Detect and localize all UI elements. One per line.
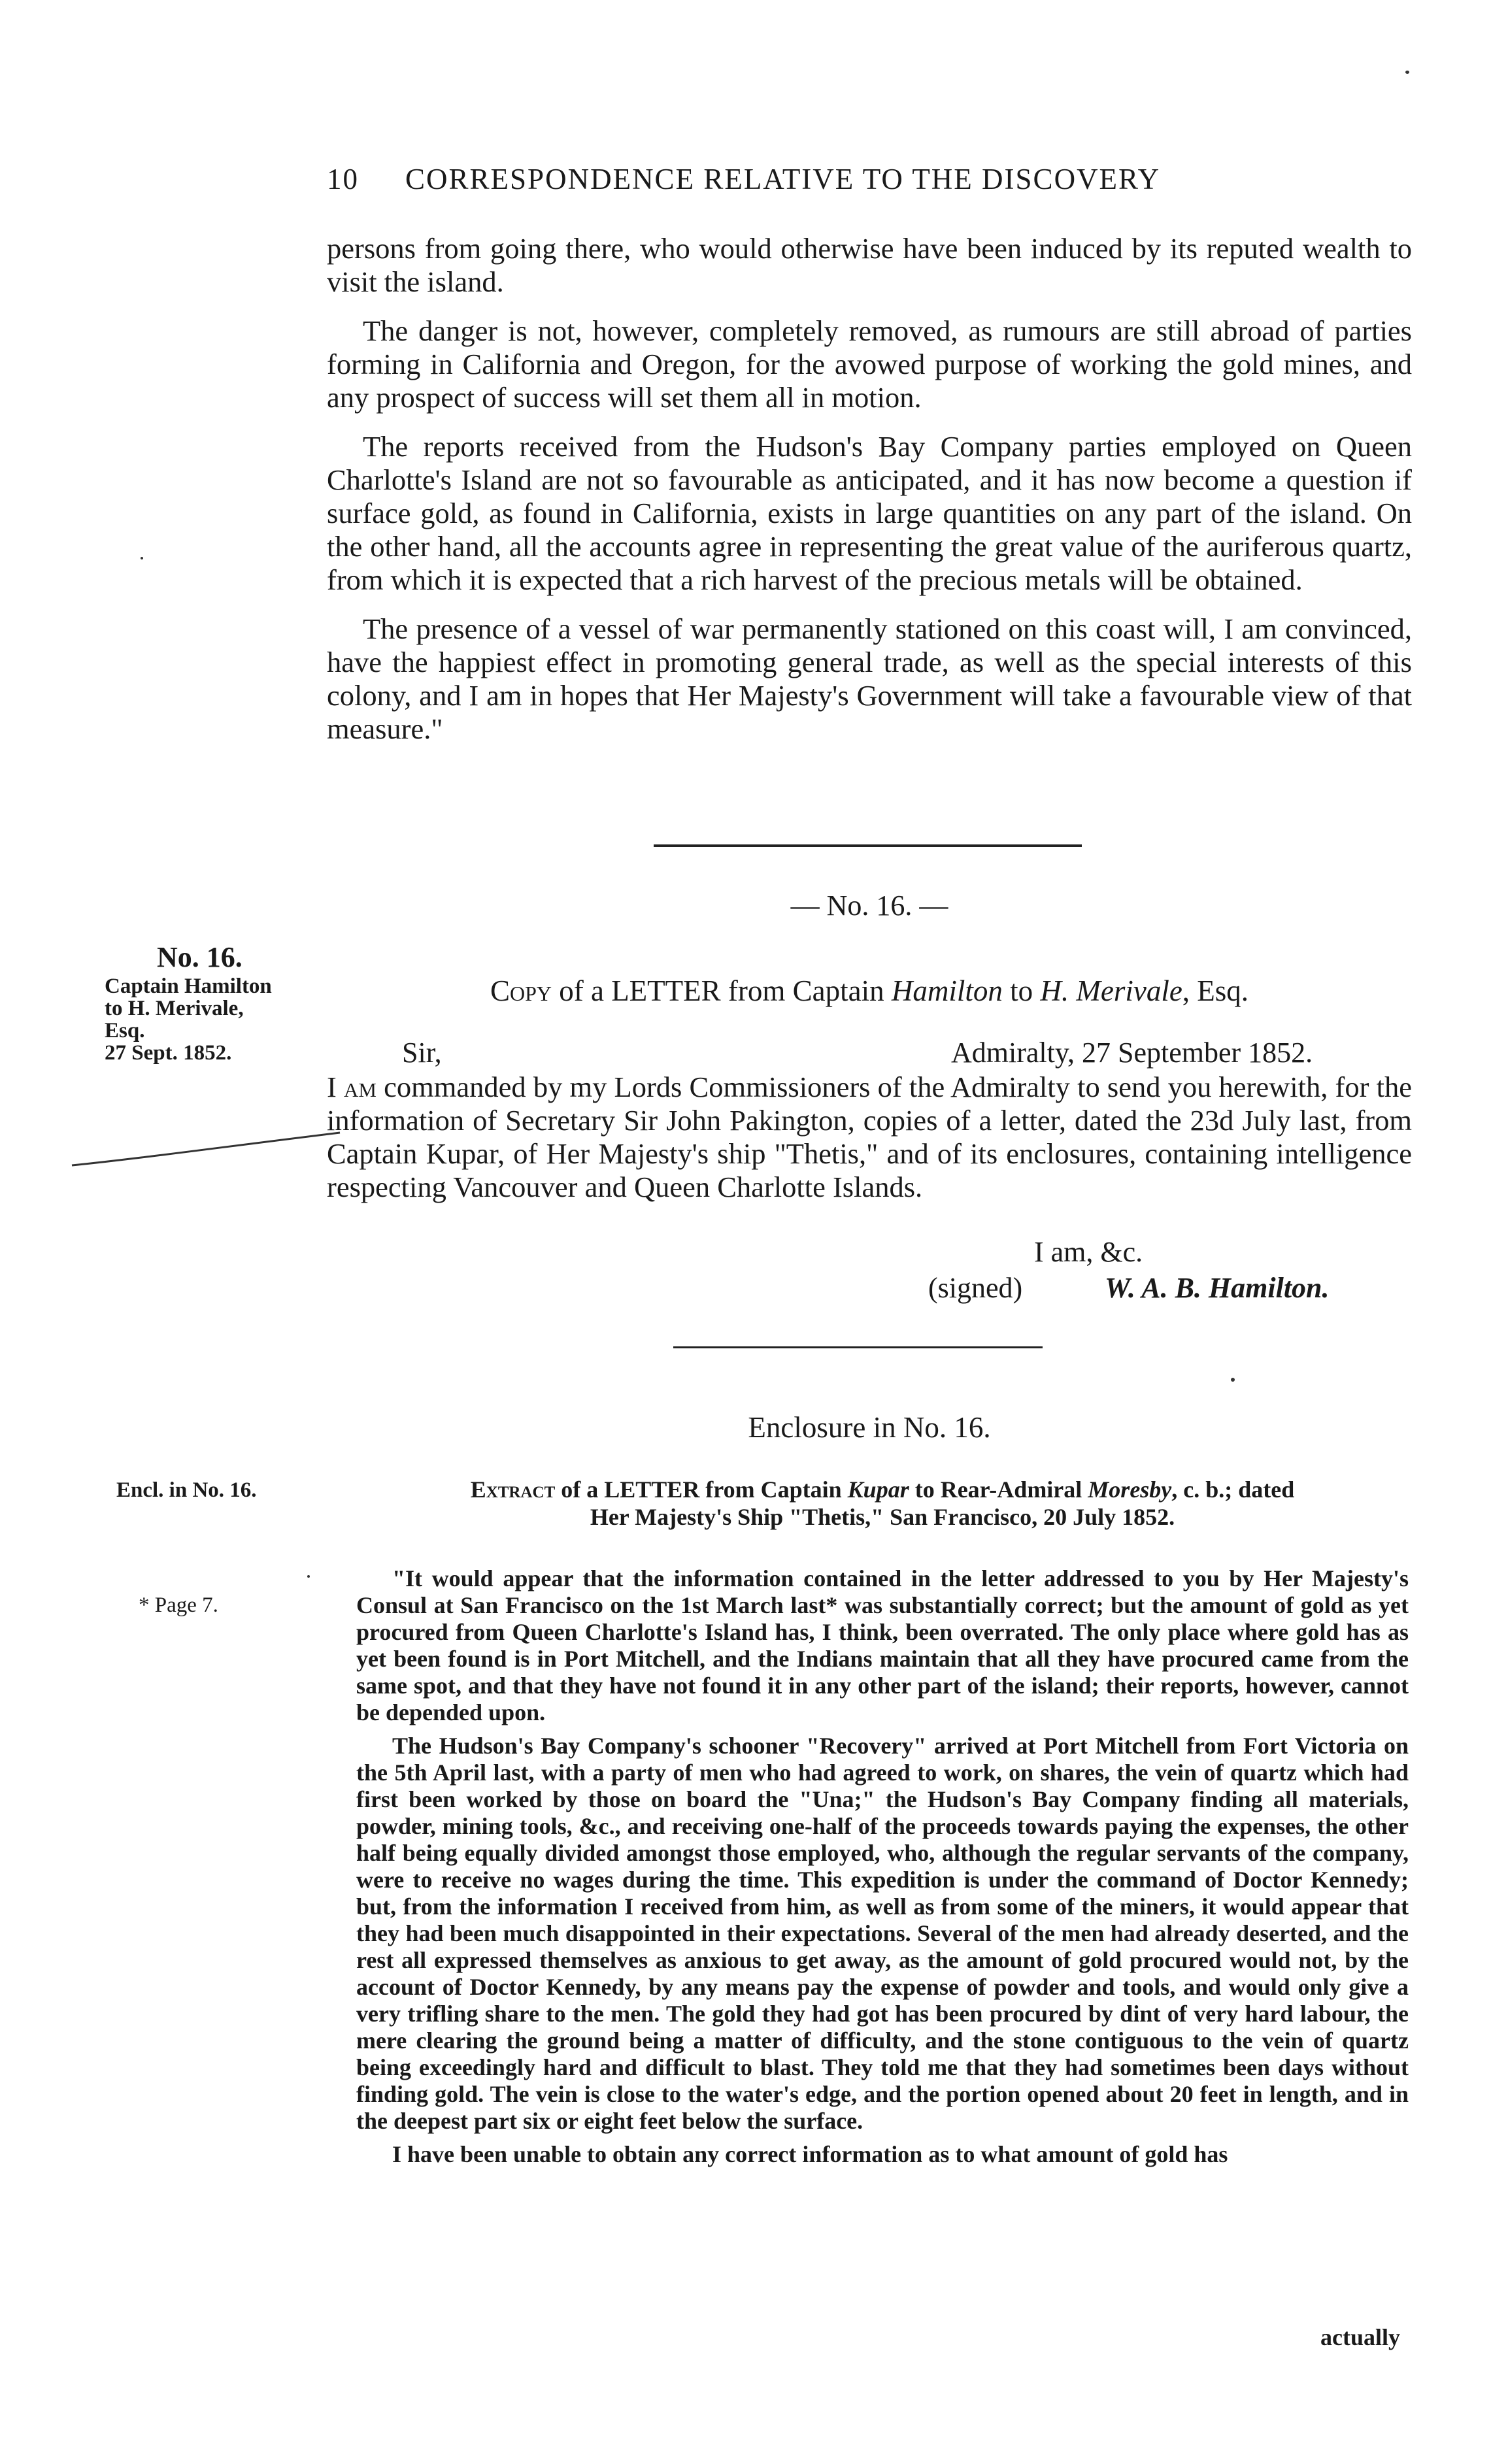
extract-title-name: Moresby xyxy=(1088,1476,1172,1503)
catchword: actually xyxy=(1320,2324,1400,2350)
letter-title-text: of a LETTER from Captain xyxy=(551,974,892,1007)
salutation: Sir, xyxy=(402,1037,442,1069)
paragraph: "It would appear that the information contained in the letter addressed to you by Her Majesty's Consul at San Francisco on the 1st March last* was substantially correct; but the amount of gold as yet procured from Queen Charlotte's Island has, I think, been overrated. The only place where gold has as yet been found is in Port Mitchell, and the Indians maintain that all they have procured came from the same spot, and that they have not found it in any other part of the island; their reports, however, cannot be depended upon. xyxy=(356,1565,1409,1725)
paragraph: The Hudson's Bay Company's schooner "Recovery" arrived at Port Mitchell from Fort Victoria on the 5th April last, with a party of men who had agreed to work, on shares, the vein of quartz which had first been worked by those on board the "Una;" the Hudson's Bay Company finding all materials, powder, mining tools, &c., and receiving one-half of the proceeds towards paying the expenses, the other half being equally divided amongst those employed, who, although the regular servants of the company, were to receive no wages during the time. This expedition is under the command of Doctor Kennedy; but, from the information I received from him, as well as from some of the miners, it would appear that they had been much disappointed in their expectations. Several of the men had already deserted, and the rest all expressed themselves as anxious to get away, as the amount of gold procured would not, by the account of Doctor Kennedy, by any means pay the expense of powder and tools, and would only give a very trifling share to the men. The gold they had got has been procured by dint of very hard labour, the mere clearing the ground being a matter of difficulty, and the stone contiguous to the vein of quartz being exceedingly hard and difficult to blast. They told me that they had sometimes been days without finding gold. The vein is close to the water's edge, and the portion opened about 20 feet in length, and in the deepest part six or eight feet below the surface. xyxy=(356,1733,1409,2134)
extract-title-line2: Her Majesty's Ship "Thetis," San Francisco, 20 July 1852. xyxy=(590,1504,1175,1530)
extract-title-text: to Rear-Admiral xyxy=(909,1476,1088,1503)
margin-note-encl: Encl. in No. 16. xyxy=(116,1478,257,1502)
margin-note-line: Captain Hamilton xyxy=(105,974,272,998)
letter-title xyxy=(327,974,1412,1008)
ink-speck xyxy=(141,557,143,559)
enclosure-heading: Enclosure in No. 16. xyxy=(748,1411,991,1444)
letter-body xyxy=(327,1071,1412,1204)
paragraph: The presence of a vessel of war permanently stationed on this coast will, I am convinced, have the happiest effect in promoting general trade, as well as the special interests of this colony, and I am in hopes that Her Majesty's Government will take a favourable view of that measure." xyxy=(327,612,1412,745)
signed-label: (signed) xyxy=(928,1272,1023,1304)
ink-speck xyxy=(1405,71,1409,74)
extract-title-text: of a LETTER from Captain xyxy=(555,1476,848,1503)
enclosure-text-block xyxy=(356,1565,1409,2168)
extract-label: Extract xyxy=(470,1476,556,1503)
letter-title-name: Hamilton xyxy=(891,974,1003,1007)
margin-note-no16 xyxy=(105,940,314,1064)
extract-title xyxy=(356,1476,1409,1531)
signature: W. A. B. Hamilton. xyxy=(1105,1272,1330,1304)
section-divider xyxy=(654,844,1082,847)
letter-opening: I am xyxy=(327,1071,377,1103)
margin-note-number: No. 16. xyxy=(157,941,243,973)
top-text-block xyxy=(327,232,1412,746)
running-title: CORRESPONDENCE RELATIVE TO THE DISCOVERY xyxy=(405,163,1161,195)
margin-note-page: * Page 7. xyxy=(139,1593,218,1617)
extract-title-line1 xyxy=(356,1476,1409,1503)
section-number: — No. 16. — xyxy=(790,890,948,922)
letter-body-text: commanded by my Lords Commissioners of the Admiralty to send you herewith, for the information of Secretary Sir John Pakington, copies of a letter, dated the 23d July last, from Captain Kupar, of Her Majesty's ship "Thetis," and of its enclosures, containing intelligence respecting Vancouver and Queen Charlotte Islands. xyxy=(327,1071,1412,1203)
extract-title-name: Kupar xyxy=(847,1476,909,1503)
margin-note-line: Esq. xyxy=(105,1019,145,1042)
paragraph: The danger is not, however, completely removed, as rumours are still abroad of parties forming in California and Oregon, for the avowed purpose of working the gold mines, and any prospect of success will set them all in motion. xyxy=(327,314,1412,414)
letter-title-text: to xyxy=(1002,974,1041,1007)
ink-speck xyxy=(1231,1378,1235,1382)
margin-note-line: to H. Merivale, xyxy=(105,997,244,1020)
letter-title-copy: Copy xyxy=(490,974,552,1007)
page-number: 10 xyxy=(327,163,359,195)
section-divider xyxy=(673,1346,1043,1348)
pen-stroke-mark xyxy=(59,1127,346,1173)
margin-note-line: 27 Sept. 1852. xyxy=(105,1041,232,1065)
place-date: Admiralty, 27 September 1852. xyxy=(951,1037,1313,1069)
paragraph: I have been unable to obtain any correct information as to what amount of gold has xyxy=(392,2141,1228,2167)
ink-speck xyxy=(307,1575,310,1578)
letter-title-text: , Esq. xyxy=(1182,974,1249,1007)
running-header xyxy=(327,162,1405,196)
closing: I am, &c. xyxy=(1034,1236,1143,1268)
paragraph xyxy=(327,1071,1412,1204)
paragraph: The reports received from the Hudson's Bay Company parties employed on Queen Charlotte's Island are not so favourable as anticipated, and it has now become a question if surface gold, as found in California, exists in large quantities on any part of the island. On the other hand, all the accounts agree in representing the great value of the auriferous quartz, from which it is expected that a rich harvest of the precious metals will be obtained. xyxy=(327,430,1412,596)
letter-title-name: H. Merivale xyxy=(1040,974,1182,1007)
paragraph: persons from going there, who would otherwise have been induced by its reputed wealth to visit the island. xyxy=(327,232,1412,298)
extract-title-text: , c. b.; dated xyxy=(1171,1476,1295,1503)
